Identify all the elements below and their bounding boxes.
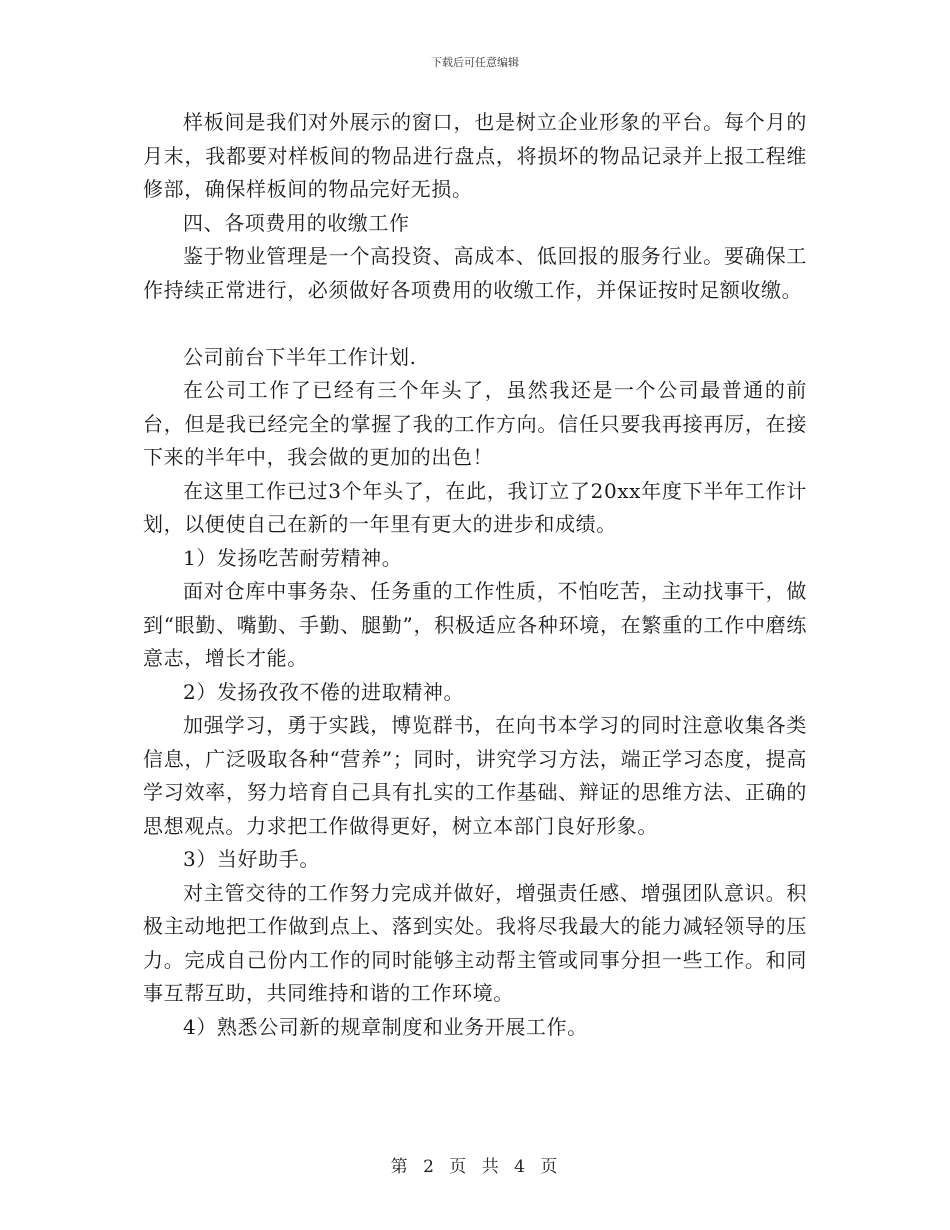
document-body xyxy=(143,106,807,1044)
blank-line xyxy=(143,307,807,341)
paragraph-intro: 在公司工作了已经有三个年头了，虽然我还是一个公司最普通的前台，但是我已经完全的掌握了我的工作方向。信任只要我再接再厉，在接下来的半年中，我会做的更加的出色！ xyxy=(143,378,807,469)
item-3-heading: 3）当好助手。 xyxy=(183,847,320,871)
item-1-heading: 1）发扬吃苦耐劳精神。 xyxy=(183,545,403,570)
item-2-heading: 2）发扬孜孜不倦的进取精神。 xyxy=(183,679,465,704)
item-1-body: 面对仓库中事务杂、任务重的工作性质，不怕吃苦，主动找事干，做到“眼勤、嘴勤、手勤、腿勤”，积极适应各种环境，在繁重的工作中磨练意志，增长才能。 xyxy=(143,579,807,670)
heading-fee-collection: 四、各项费用的收缴工作 xyxy=(183,210,410,235)
item-3-body: 对主管交待的工作努力完成并做好，增强责任感、增强团队意识。积极主动地把工作做到点上、落到实处。我将尽我最大的能力减轻领导的压力。完成自己份内工作的同时能够主动帮主管或同事分担一些工作。和同事互帮互助，共同维持和谐的工作环境。 xyxy=(143,880,807,1005)
item-4-heading: 4）熟悉公司新的规章制度和业务开展工作。 xyxy=(183,1014,588,1039)
item-2-body: 加强学习，勇于实践，博览群书，在向书本学习的同时注意收集各类信息，广泛吸取各种“营养”；同时，讲究学习方法，端正学习态度，提高学习效率，努力培育自己具有扎实的工作基础、辩证的思维方法、正确的思想观点。力求把工作做得更好，树立本部门良好形象。 xyxy=(143,713,807,838)
paragraph-fee-collection: 鉴于物业管理是一个高投资、高成本、低回报的服务行业。要确保工作持续正常进行，必须做好各项费用的收缴工作，并保证按时足额收缴。 xyxy=(143,244,807,302)
section-title: 公司前台下半年工作计划. xyxy=(183,344,417,369)
paragraph-showroom: 样板间是我们对外展示的窗口，也是树立企业形象的平台。每个月的月末，我都要对样板间的物品进行盘点，将损坏的物品记录并上报工程维修部，确保样板间的物品完好无损。 xyxy=(143,110,807,201)
page-number-footer: 第 2 页 共 4 页 xyxy=(390,1157,560,1177)
paragraph-plan: 在这里工作已过3个年头了，在此，我订立了20xx年度下半年工作计划，以便使自己在新的一年里有更大的进步和成绩。 xyxy=(143,478,807,536)
page-header: 下载后可任意编辑 xyxy=(431,56,519,69)
